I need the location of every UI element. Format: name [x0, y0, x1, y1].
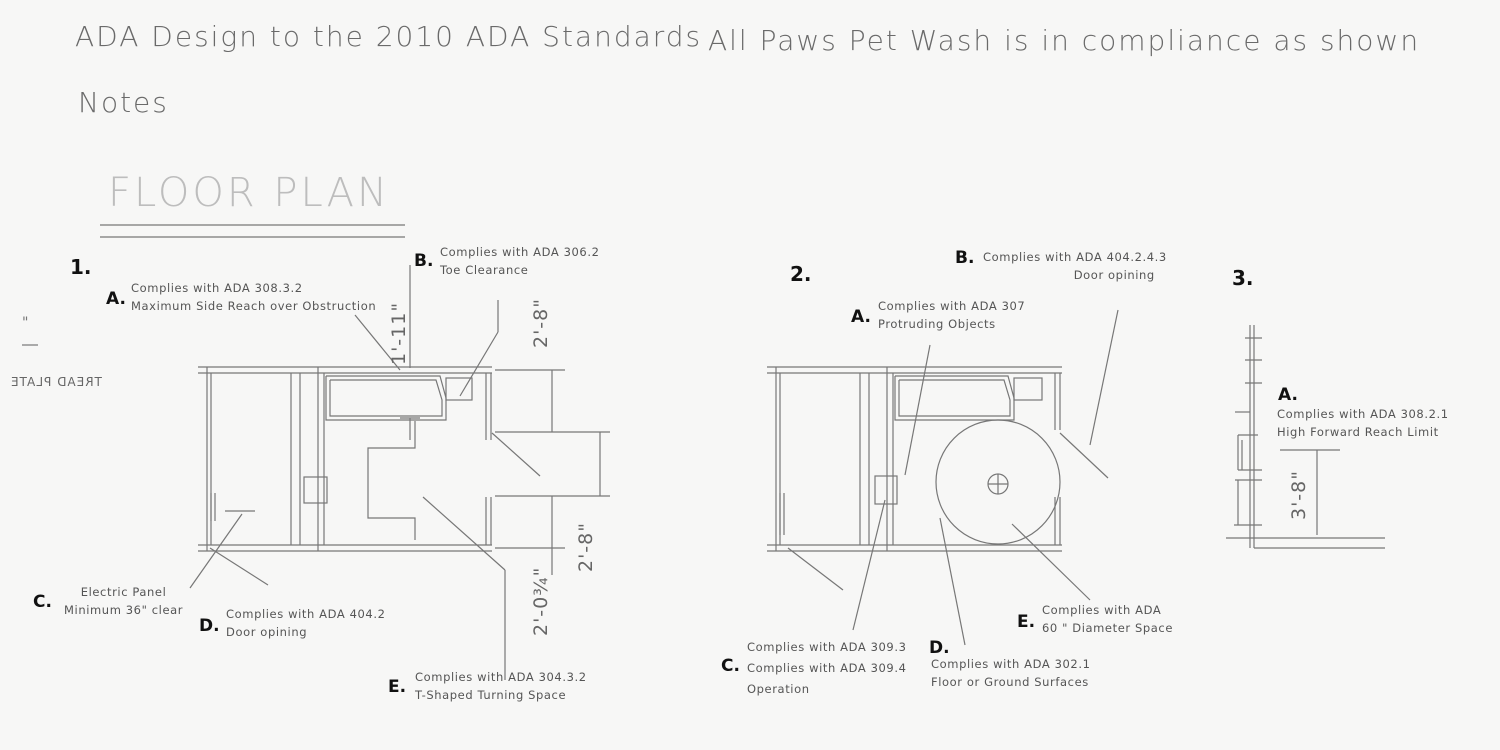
s3-note-a-letter: A. [1278, 385, 1298, 405]
title-underline [100, 225, 405, 237]
header-standards-title: ADA Design to the 2010 ADA Standards [75, 20, 703, 53]
s2-note-e-letter: E. [1017, 612, 1036, 632]
s1-note-e-letter: E. [388, 677, 407, 697]
plan-1-t-turning-space [368, 421, 415, 540]
s1-dim-1-11: 1'-11" [388, 301, 410, 365]
header-compliance-statement: All Paws Pet Wash is in compliance as shown [708, 24, 1421, 57]
s1-note-e: Complies with ADA 304.3.2 T-Shaped Turning Space [415, 670, 587, 702]
s2-note-d-letter: D. [929, 638, 950, 658]
plan-2-center-mark [988, 474, 1008, 494]
section-1-number: 1. [70, 255, 92, 279]
s1-note-c: Electric Panel Minimum 36" clear [64, 585, 184, 617]
plan-1-wash-tub [326, 376, 472, 420]
s3-dim-3-8: 3'-8" [1288, 470, 1310, 520]
s1-dim-2-8-bottom: 2'-8" [575, 522, 597, 572]
s2-note-b-letter: B. [955, 248, 975, 268]
section-3-number: 3. [1232, 266, 1254, 290]
s2-note-a: Complies with ADA 307 Protruding Objects [878, 299, 1026, 331]
floor-plan-title: FLOOR PLAN [108, 170, 390, 216]
s2-note-d: Complies with ADA 302.1 Floor or Ground Surfaces [931, 657, 1091, 689]
s2-note-b: Complies with ADA 404.2.4.3 Door opining [983, 250, 1167, 282]
s1-dim-2-8-top: 2'-8" [530, 298, 552, 348]
s3-note-a: Complies with ADA 308.2.1 High Forward Reach Limit [1277, 407, 1449, 439]
s2-note-a-letter: A. [851, 307, 871, 327]
notes-label: Notes [78, 86, 169, 119]
s1-note-a: Complies with ADA 308.3.2 Maximum Side Reach over Obstruction [131, 281, 377, 313]
s1-note-a-letter: A. [106, 289, 126, 309]
side-quote-mark: " [22, 315, 29, 331]
s1-note-c-letter: C. [33, 592, 52, 612]
s1-note-b-letter: B. [414, 251, 434, 271]
tread-plate-label: TREAD PLATE [10, 375, 102, 389]
section-2-number: 2. [790, 262, 812, 286]
s1-note-b: Complies with ADA 306.2 Toe Clearance [440, 245, 600, 277]
s1-note-d-letter: D. [199, 616, 220, 636]
s1-dim-2-0-3-4: 2'-0¾" [530, 566, 552, 636]
plan-1-outline [198, 367, 492, 551]
s2-note-e: Complies with ADA 60 " Diameter Space [1042, 603, 1174, 635]
s2-note-c: Complies with ADA 309.3 Complies with ADA 309.4 Operation [747, 640, 907, 696]
plan-2-leaders [788, 310, 1118, 645]
plan-2-outline [767, 367, 1062, 551]
plan-2-control-box [875, 476, 897, 504]
s2-note-c-letter: C. [721, 656, 740, 676]
s1-note-d: Complies with ADA 404.2 Door opining [226, 607, 386, 639]
